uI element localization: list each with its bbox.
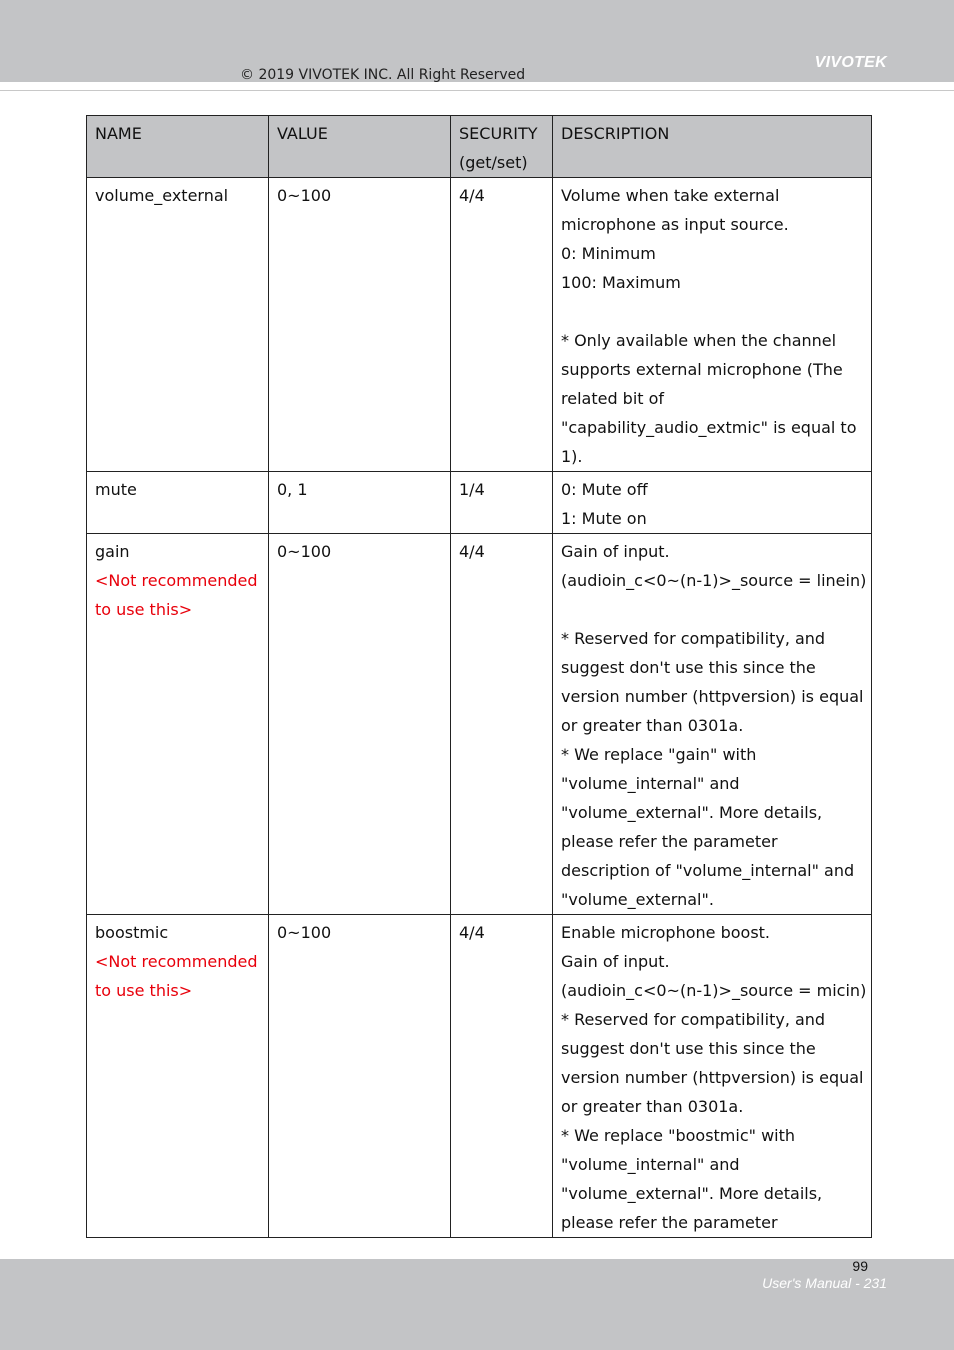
table-row [87, 915, 872, 1238]
param-name-cell [87, 472, 269, 534]
param-description [553, 178, 872, 472]
column-header-security-label: SECURITY (get/set) [459, 124, 538, 172]
param-name-cell [87, 534, 269, 915]
column-header-value: VALUE [269, 116, 451, 178]
param-description [553, 915, 872, 1238]
param-value: 0~100 [269, 178, 451, 472]
param-name: volume_external [95, 186, 229, 205]
column-header-security [451, 116, 553, 178]
header-divider [0, 90, 954, 91]
deprecation-note: <Not recommended to use this> [95, 952, 258, 1000]
parameter-table [86, 115, 872, 1238]
param-name: gain [95, 542, 130, 561]
param-value: 0, 1 [269, 472, 451, 534]
table-row [87, 178, 872, 472]
param-description-text: Volume when take external microphone as input source. 0: Minimum 100: Maximum * Only available when the channel supports external microphone (The related bit of "capability_audio_extmic" is equal to 1). [561, 186, 857, 466]
param-description-text: Enable microphone boost. Gain of input. (audioin_c<0~(n-1)>_source = micin) * Reserved for compatibility, and suggest don't use this since the version number (httpversion) is equal or greater than 0301a. * We replace "boostmic" with "volume_internal" and "volume_external". More details, please refer the parameter [561, 923, 867, 1232]
param-name: mute [95, 480, 137, 499]
param-name-cell [87, 915, 269, 1238]
param-description-text: Gain of input. (audioin_c<0~(n-1)>_source = linein) * Reserved for compatibility, and suggest don't use this since the version number (httpversion) is equal or greater than 0301a. * We replace "gain" with "volume_internal" and "volume_external". More details, please refer the parameter description of "volume_internal" and "volume_external". [561, 542, 867, 909]
table-row [87, 472, 872, 534]
manual-page-label: User's Manual - 231 [762, 1275, 887, 1291]
copyright-text: © 2019 VIVOTEK INC. All Right Reserved [240, 67, 526, 83]
param-name: boostmic [95, 923, 169, 942]
param-security: 4/4 [451, 178, 553, 472]
param-description [553, 472, 872, 534]
param-security: 1/4 [451, 472, 553, 534]
param-description-text: 0: Mute off 1: Mute on [561, 480, 648, 528]
param-description [553, 534, 872, 915]
param-security: 4/4 [451, 915, 553, 1238]
column-header-name: NAME [87, 116, 269, 178]
table-row [87, 534, 872, 915]
column-header-description: DESCRIPTION [553, 116, 872, 178]
page-number: 99 [852, 1258, 868, 1274]
table-header-row [87, 116, 872, 178]
deprecation-note: <Not recommended to use this> [95, 571, 258, 619]
brand-logo: VIVOTEK [814, 54, 887, 71]
param-security: 4/4 [451, 534, 553, 915]
param-value: 0~100 [269, 915, 451, 1238]
param-name-cell [87, 178, 269, 472]
param-value: 0~100 [269, 534, 451, 915]
footer-band [0, 1259, 954, 1350]
